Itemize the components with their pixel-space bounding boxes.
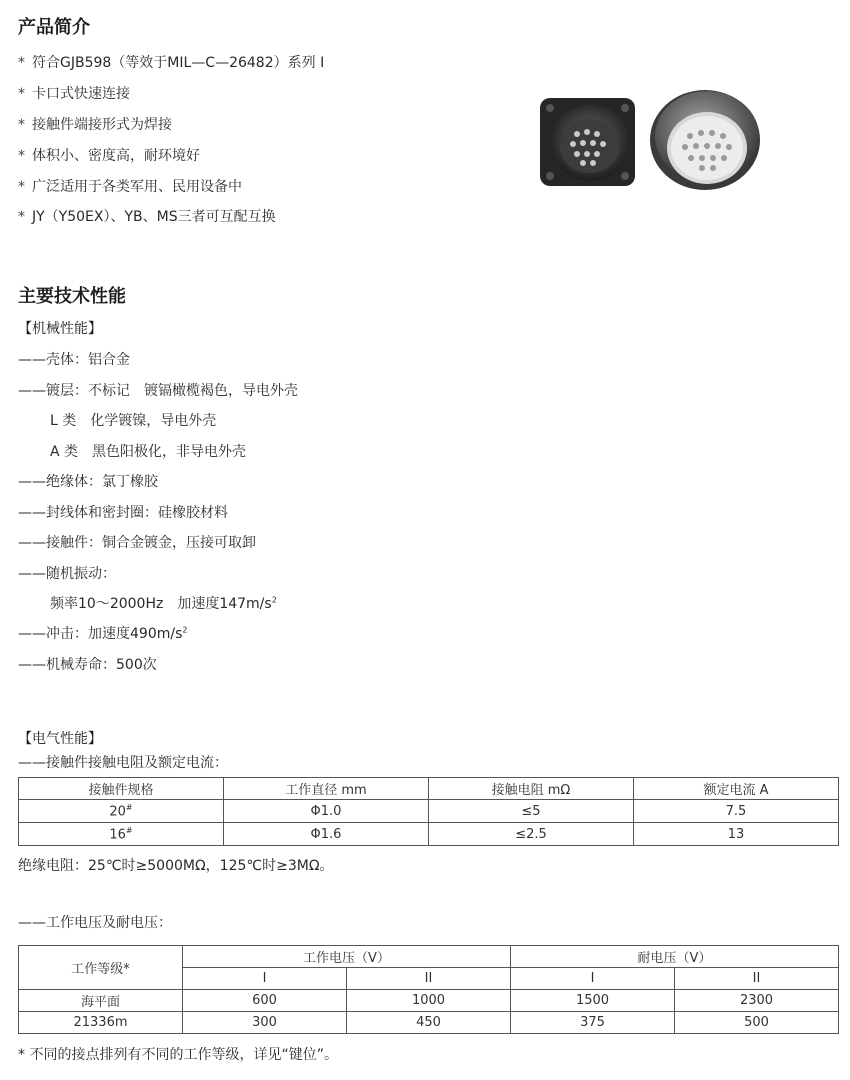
mech-heading: 【机械性能】 xyxy=(18,321,102,337)
contact-table-title: ——接触件接触电阻及额定电流： xyxy=(18,755,228,771)
intro-item: * 卡口式快速连接 xyxy=(18,86,130,102)
mech-line: ——机械寿命：500次 xyxy=(18,657,157,673)
mech-line: L 类 化学镀镍，导电外壳 xyxy=(50,413,217,429)
table-row xyxy=(19,800,839,823)
intro-item: * 接触件端接形式为焊接 xyxy=(18,117,172,133)
table-cell: 1000 xyxy=(347,990,511,1012)
table-header-cell: 工作电压（V） xyxy=(183,946,511,968)
intro-item: * 符合GJB598（等效于MIL—C—26482）系列 I xyxy=(18,55,325,71)
specs-heading: 主要技术性能 xyxy=(18,286,126,307)
table-cell: 500 xyxy=(675,1012,839,1034)
table-cell: ≤2.5 xyxy=(429,823,634,846)
mech-line: ——冲击：加速度$490m/s^2$ xyxy=(18,625,188,642)
table-cell: 21336m xyxy=(19,1012,183,1034)
table-cell: 7.5 xyxy=(634,800,839,823)
table-cell: 1500 xyxy=(511,990,675,1012)
table-header-cell: 接触电阻 mΩ xyxy=(429,778,634,800)
table-cell: Φ1.0 xyxy=(224,800,429,823)
mech-line: 频率10～2000Hz 加速度$147m/s^2$ xyxy=(50,595,277,612)
connector-photo xyxy=(535,88,835,198)
mech-line: ——壳体：铝合金 xyxy=(18,352,130,368)
elec-heading: 【电气性能】 xyxy=(18,731,102,747)
insulation-note: 绝缘电阻：25℃时≥5000MΩ，125℃时≥3MΩ。 xyxy=(18,858,334,874)
table-header-cell: 耐电压（V） xyxy=(511,946,839,968)
flange-receptacle-icon xyxy=(540,98,635,186)
table-row xyxy=(19,823,839,846)
table-header-cell: I xyxy=(511,968,675,990)
intro-item: * 广泛适用于各类军用、民用设备中 xyxy=(18,179,242,195)
intro-heading: 产品简介 xyxy=(18,17,90,38)
table-header-cell: 工作直径 mm xyxy=(224,778,429,800)
table-header-cell: 接触件规格 xyxy=(19,778,224,800)
table-header-cell: 额定电流 A xyxy=(634,778,839,800)
voltage-table xyxy=(18,945,839,1034)
table-header-cell: 工作等级* xyxy=(19,946,183,990)
table-cell: 375 xyxy=(511,1012,675,1034)
table-cell: 20# xyxy=(19,800,224,823)
table-cell: 海平面 xyxy=(19,990,183,1012)
table-header-cell: I xyxy=(183,968,347,990)
table-header-cell: II xyxy=(347,968,511,990)
contact-table xyxy=(18,777,839,846)
table-cell: 600 xyxy=(183,990,347,1012)
table-cell: 13 xyxy=(634,823,839,846)
table-header-row xyxy=(19,946,839,968)
table-cell: ≤5 xyxy=(429,800,634,823)
table-cell: Φ1.6 xyxy=(224,823,429,846)
mech-line: ——绝缘体：氯丁橡胶 xyxy=(18,474,158,490)
intro-item: * 体积小、密度高，耐环境好 xyxy=(18,148,200,164)
mech-line: ——封线体和密封圈：硅橡胶材料 xyxy=(18,505,228,521)
table-row xyxy=(19,1012,839,1034)
table-header-row xyxy=(19,778,839,800)
table-cell: 16# xyxy=(19,823,224,846)
voltage-table-title: ——工作电压及耐电压： xyxy=(18,915,172,931)
mech-line: A 类 黑色阳极化，非导电外壳 xyxy=(50,444,247,460)
intro-item: * JY（Y50EX）、YB、MS三者可互配互换 xyxy=(18,209,276,225)
round-plug-icon xyxy=(650,90,760,190)
mech-line: ——镀层：不标记 镀镉橄榄褐色，导电外壳 xyxy=(18,383,298,399)
table-row xyxy=(19,990,839,1012)
mech-line: ——随机振动： xyxy=(18,566,116,582)
table-cell: 450 xyxy=(347,1012,511,1034)
table-cell: 300 xyxy=(183,1012,347,1034)
mech-line: ——接触件：铜合金镀金，压接可取卸 xyxy=(18,535,256,551)
table-header-cell: II xyxy=(675,968,839,990)
table-cell: 2300 xyxy=(675,990,839,1012)
footnote: * 不同的接点排列有不同的工作等级，详见“键位”。 xyxy=(18,1047,338,1063)
